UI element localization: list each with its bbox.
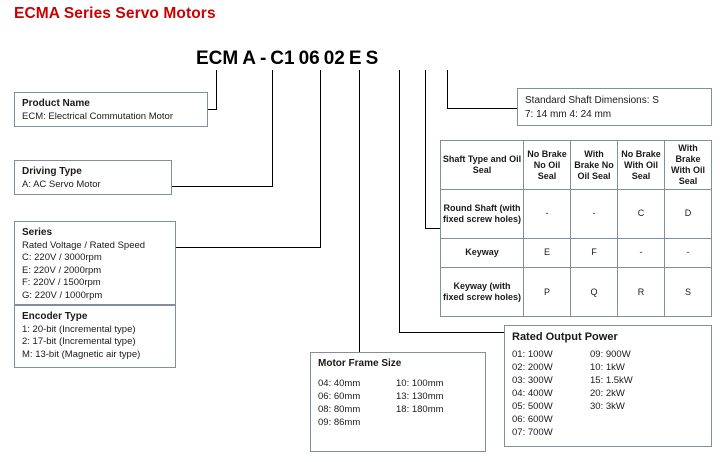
motor-frame-size-header: Motor Frame Size (318, 358, 402, 369)
driving-type-line-1: A: AC Servo Motor (22, 178, 101, 190)
motor-frame-size-c1-4: 09: 86mm (318, 416, 361, 428)
table-cell-r3c3: R (618, 268, 665, 317)
rated-output-power-c2-3: 15: 1.5kW (590, 374, 633, 386)
box-standard-shaft-dimensions (517, 88, 712, 126)
table-cell-r2c3: - (618, 238, 665, 267)
table-row-label-1: Round Shaft (with fixed screw holes) (441, 190, 524, 239)
rated-output-power-columns (512, 348, 704, 439)
box-encoder-type (14, 305, 176, 368)
connector-power-vertical (399, 70, 400, 332)
table-col-header-4: With Brake With Oil Seal (665, 141, 712, 190)
connector-driving-vertical (272, 70, 273, 186)
code-part-frame: 06 (298, 48, 320, 69)
code-part-shaftdim: S (365, 48, 379, 69)
model-code-string (196, 48, 382, 70)
box-product-name (14, 92, 208, 127)
rated-output-power-col-2 (590, 348, 633, 439)
encoder-type-line-2: 2: 17-bit (Incremental type) (22, 336, 136, 347)
rated-output-power-c2-1: 09: 900W (590, 348, 631, 360)
table-cell-r1c3: C (618, 190, 665, 239)
shaft-type-oil-seal-table (440, 140, 712, 317)
code-part-driving: A (242, 48, 256, 69)
motor-frame-size-c1-3: 08: 80mm (318, 403, 361, 415)
box-rated-output-power (504, 325, 712, 447)
encoder-type-line-3: M: 13-bit (Magnetic air type) (22, 348, 141, 360)
connector-shaftdim-vertical (447, 70, 448, 108)
code-part-shafttype: E (348, 48, 362, 69)
rated-output-power-c1-6: 06: 600W (512, 413, 553, 425)
connector-shafttype-vertical (425, 70, 426, 228)
rated-output-power-c2-2: 10: 1kW (590, 361, 625, 373)
motor-frame-size-c2-1: 10: 100mm (396, 377, 444, 389)
connector-shafttype-horizontal (425, 228, 440, 229)
product-name-header: Product Name (22, 98, 90, 109)
motor-frame-size-c2-3: 18: 180mm (396, 403, 444, 415)
code-part-product: ECM (196, 48, 239, 69)
rated-output-power-c2-4: 20: 2kW (590, 387, 625, 399)
table-cell-r3c1: P (524, 268, 571, 317)
connector-product-vertical (216, 70, 217, 109)
table-row (441, 190, 712, 239)
product-name-line-1: ECM: Electrical Commutation Motor (22, 110, 173, 122)
rated-output-power-col-1 (512, 348, 590, 439)
connector-product-horizontal (207, 109, 217, 110)
rated-output-power-c1-3: 03: 300W (512, 374, 553, 386)
series-header: Series (22, 227, 53, 238)
connector-driving-horizontal (171, 186, 273, 187)
table-cell-r2c4: - (665, 238, 712, 267)
table-corner-header: Shaft Type and Oil Seal (441, 141, 524, 190)
code-part-dash: - (259, 48, 267, 69)
table-col-header-2: With Brake No Oil Seal (571, 141, 618, 190)
motor-frame-size-col-2 (396, 377, 444, 429)
rated-output-power-header: Rated Output Power (512, 331, 618, 343)
table-cell-r1c2: - (571, 190, 618, 239)
table-cell-r2c1: E (524, 238, 571, 267)
rated-output-power-c2-5: 30: 3kW (590, 400, 625, 412)
box-driving-type (14, 160, 172, 195)
series-line-2: C: 220V / 3000rpm (22, 252, 102, 263)
table-row-label-2: Keyway (441, 238, 524, 267)
encoder-type-line-1: 1: 20-bit (Incremental type) (22, 323, 136, 335)
table-col-header-3: No Brake With Oil Seal (618, 141, 665, 190)
connector-series-vertical (320, 70, 321, 247)
rated-output-power-c1-4: 04: 400W (512, 387, 553, 399)
series-line-4: F: 220V / 1500rpm (22, 277, 101, 288)
table-col-header-1: No Brake No Oil Seal (524, 141, 571, 190)
code-part-series: C1 (270, 48, 295, 69)
motor-frame-size-col-1 (318, 377, 396, 429)
table-cell-r3c4: S (665, 268, 712, 317)
table-row-label-3: Keyway (with fixed screw holes) (441, 268, 524, 317)
table-row (441, 268, 712, 317)
series-line-5: G: 220V / 1000rpm (22, 289, 103, 301)
driving-type-header: Driving Type (22, 166, 82, 177)
motor-frame-size-c2-2: 13: 130mm (396, 390, 444, 402)
connector-power-horizontal (399, 332, 504, 333)
connector-shaftdim-horizontal (447, 108, 517, 109)
standard-shaft-line-1: Standard Shaft Dimensions: S (525, 95, 659, 106)
rated-output-power-c1-5: 05: 500W (512, 400, 553, 412)
box-series (14, 221, 176, 305)
table-cell-r1c4: D (665, 190, 712, 239)
box-motor-frame-size (310, 352, 486, 452)
encoder-type-header: Encoder Type (22, 311, 88, 322)
table-header-row (441, 141, 712, 190)
series-line-1: Rated Voltage / Rated Speed (22, 239, 146, 251)
connector-frame-vertical (359, 70, 360, 360)
table-cell-r1c1: - (524, 190, 571, 239)
motor-frame-size-c1-2: 06: 60mm (318, 390, 361, 402)
standard-shaft-line-2: 7: 14 mm 4: 24 mm (525, 109, 612, 120)
connector-series-horizontal (175, 247, 321, 248)
page-title: ECMA Series Servo Motors (14, 5, 216, 22)
table-cell-r3c2: Q (571, 268, 618, 317)
code-part-power: 02 (323, 48, 345, 69)
rated-output-power-c1-2: 02: 200W (512, 361, 553, 373)
table-cell-r2c2: F (571, 238, 618, 267)
table-row (441, 238, 712, 267)
motor-frame-size-c1-1: 04: 40mm (318, 377, 361, 389)
motor-frame-size-columns (318, 377, 478, 429)
rated-output-power-c1-1: 01: 100W (512, 348, 553, 360)
series-line-3: E: 220V / 2000rpm (22, 264, 102, 276)
rated-output-power-c1-7: 07: 700W (512, 426, 553, 438)
